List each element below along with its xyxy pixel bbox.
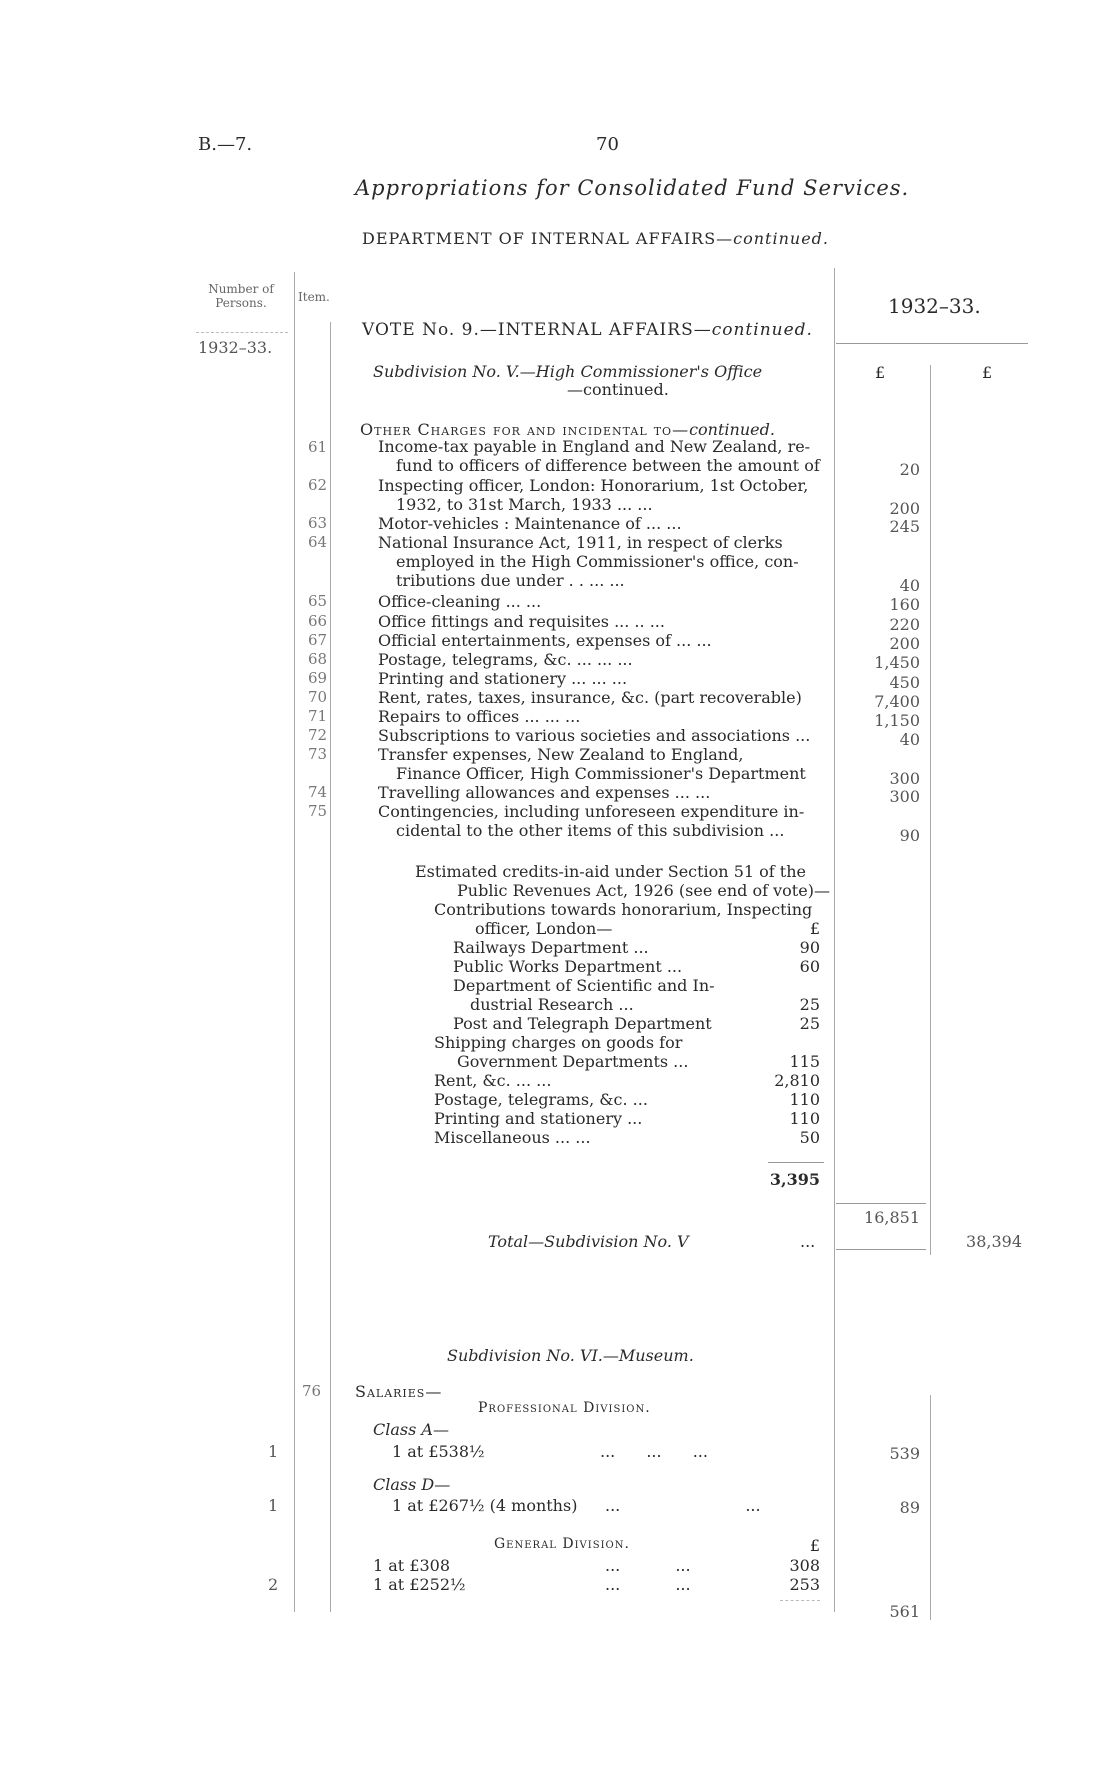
item-description: Printing and stationery ... ... ... (378, 669, 628, 688)
subtotal-v-col2: 38,394 (966, 1232, 1022, 1251)
item-amount: 200 (889, 499, 920, 518)
item-number: 69 (308, 669, 328, 687)
item-number: 71 (308, 707, 328, 725)
item-amount: 20 (899, 460, 920, 479)
document-reference: B.—7. (198, 134, 253, 155)
item-number: 74 (308, 783, 328, 801)
credit-row: Department of Scientific and In- (453, 976, 715, 995)
subdivision-v-continued: —continued. (567, 380, 669, 399)
class-a-row: 1 at £538½ (392, 1442, 485, 1461)
item-description: Rent, rates, taxes, insurance, &c. (part recoverable) (378, 688, 802, 707)
class-d-amount: 89 (899, 1498, 920, 1517)
item-amount: 40 (899, 576, 920, 595)
item-amount: 300 (889, 769, 920, 788)
credits-intro: Estimated credits-in-aid under Section 51 of the (415, 862, 806, 881)
credit-amount: 25 (799, 1014, 820, 1033)
item-number: 72 (308, 726, 328, 744)
general-total-rule (780, 1600, 820, 1601)
vote-title: VOTE No. 9.—INTERNAL AFFAIRS—continued. (362, 320, 813, 340)
inner-amount-rule (930, 365, 931, 1255)
persons-count: 1 (268, 1496, 279, 1515)
credit-amount: 50 (799, 1128, 820, 1147)
general-row: 1 at £252½ (373, 1575, 466, 1594)
credit-row: Miscellaneous ... ... (434, 1128, 591, 1147)
item-description: Official entertainments, expenses of ... ... (378, 631, 712, 650)
subtotal-underline (836, 1249, 926, 1250)
item-amount: 1,450 (874, 653, 920, 672)
item-number: 66 (308, 612, 328, 630)
item-number: 76 (302, 1382, 322, 1400)
credit-row: Postage, telegrams, &c. ... (434, 1090, 648, 1109)
item-number: 65 (308, 592, 328, 610)
item-amount: 40 (899, 730, 920, 749)
page-title: Appropriations for Consolidated Fund Services. (355, 176, 910, 200)
credit-row: Rent, &c. ... ... (434, 1071, 552, 1090)
general-amount: 308 (789, 1556, 820, 1575)
class-a-heading: Class A— (373, 1420, 449, 1439)
item-amount: 245 (889, 517, 920, 536)
item-number: 75 (308, 802, 328, 820)
general-pound-sign: £ (809, 1536, 820, 1555)
item-description: Finance Officer, High Commissioner's Department (396, 764, 806, 783)
salaries-heading: Salaries— (355, 1382, 443, 1401)
credits-pound-sign: £ (809, 919, 820, 938)
persons-count: 1 (268, 1442, 279, 1461)
item-description: Postage, telegrams, &c. ... ... ... (378, 650, 633, 669)
persons-count: 2 (268, 1575, 279, 1594)
item-column-rule (294, 272, 295, 1612)
item-description: National Insurance Act, 1911, in respect of clerks (378, 533, 783, 552)
item-description: employed in the High Commissioner's office, con- (396, 552, 799, 571)
class-d-row: 1 at £267½ (4 months) (392, 1496, 578, 1515)
credits-intro: Public Revenues Act, 1926 (see end of vote)— (457, 881, 830, 900)
item-description: Repairs to offices ... ... ... (378, 707, 581, 726)
item-number: 62 (308, 476, 328, 494)
credit-row: Public Works Department ... (453, 957, 683, 976)
professional-division-heading: Professional Division. (478, 1400, 651, 1416)
subtotal-rule (836, 1203, 926, 1204)
credit-row: Shipping charges on goods for (434, 1033, 683, 1052)
item-description: Office-cleaning ... ... (378, 592, 542, 611)
subdivision-v-heading: Subdivision No. V.—High Commissioner's Office (373, 362, 763, 381)
item-amount: 90 (899, 826, 920, 845)
credit-amount: 110 (789, 1090, 820, 1109)
item-number: 67 (308, 631, 328, 649)
subtotal-v-label: Total—Subdivision No. V (488, 1232, 689, 1251)
item-description: tributions due under . . ... ... (396, 571, 625, 590)
item-description: Inspecting officer, London: Honorarium, 1st October, (378, 476, 809, 495)
leader-dots: ... ... ... (600, 1442, 708, 1461)
credits-total: 3,395 (769, 1170, 820, 1189)
credit-amount: 60 (799, 957, 820, 976)
credit-amount: 2,810 (774, 1071, 820, 1090)
department-heading: DEPARTMENT OF INTERNAL AFFAIRS—continued. (362, 229, 830, 248)
amount-column-rule (834, 268, 835, 1612)
item-description: Travelling allowances and expenses ... ... (378, 783, 711, 802)
number-of-persons-header: Number of Persons. (208, 282, 274, 310)
class-a-amount: 539 (889, 1444, 920, 1463)
pound-sign-col1: £ (875, 363, 886, 382)
item-amount: 300 (889, 787, 920, 806)
item-description: Office fittings and requisites ... .. ... (378, 612, 665, 631)
credits-intro: Contributions towards honorarium, Inspecting (434, 900, 813, 919)
item-description: Subscriptions to various societies and associations ... (378, 726, 811, 745)
item-number: 64 (308, 533, 328, 551)
item-description: Income-tax payable in England and New Zealand, re- (378, 437, 811, 456)
credits-intro: officer, London— (475, 919, 613, 938)
item-number: 61 (308, 438, 328, 456)
class-d-heading: Class D— (373, 1475, 451, 1494)
credit-amount: 25 (799, 995, 820, 1014)
item-amount: 7,400 (874, 692, 920, 711)
inner-amount-rule-lower (930, 1395, 931, 1620)
subtotal-v-col1: 16,851 (864, 1208, 920, 1227)
credit-amount: 115 (789, 1052, 820, 1071)
item-description: cidental to the other items of this subdivision ... (396, 821, 785, 840)
credit-row: Post and Telegraph Department (453, 1014, 712, 1033)
credits-total-rule (768, 1162, 824, 1163)
leader-dots: ... ... (605, 1556, 691, 1575)
item-description: fund to officers of difference between the amount of (396, 456, 820, 475)
item-amount: 220 (889, 615, 920, 634)
general-row: 1 at £308 (373, 1556, 451, 1575)
item-column-header: Item. (298, 290, 330, 304)
credit-row: Printing and stationery ... (434, 1109, 643, 1128)
subtotal-v-dots: ... (800, 1232, 816, 1251)
credit-row: Railways Department ... (453, 938, 649, 957)
leader-dots: ... ... (605, 1575, 691, 1594)
leader-dots: ... ... (605, 1496, 761, 1515)
general-amount: 253 (789, 1575, 820, 1594)
item-amount: 160 (889, 595, 920, 614)
pound-sign-col2: £ (982, 363, 993, 382)
general-division-total: 561 (889, 1602, 920, 1621)
item-description: Contingencies, including unforeseen expenditure in- (378, 802, 805, 821)
item-number: 73 (308, 745, 328, 763)
item-number: 63 (308, 514, 328, 532)
header-rule-right (836, 343, 1028, 344)
credit-amount: 110 (789, 1109, 820, 1128)
general-division-heading: General Division. (494, 1536, 630, 1552)
item-description: Motor-vehicles : Maintenance of ... ... (378, 514, 682, 533)
item-description: Transfer expenses, New Zealand to England, (378, 745, 744, 764)
item-amount: 1,150 (874, 711, 920, 730)
item-number: 68 (308, 650, 328, 668)
item-description: 1932, to 31st March, 1933 ... ... (396, 495, 653, 514)
other-charges-heading: Other Charges for and incidental to—continued. (360, 420, 775, 439)
item-amount: 450 (889, 673, 920, 692)
credit-amount: 90 (799, 938, 820, 957)
header-rule-left (196, 332, 288, 333)
description-column-rule (330, 322, 331, 1612)
page-number: 70 (596, 134, 619, 155)
item-amount: 200 (889, 634, 920, 653)
item-number: 70 (308, 688, 328, 706)
persons-year-label: 1932–33. (198, 338, 273, 357)
subdivision-vi-heading: Subdivision No. VI.—Museum. (447, 1346, 694, 1365)
amount-year-header: 1932–33. (888, 294, 981, 318)
credit-row: Government Departments ... (457, 1052, 689, 1071)
credit-row: dustrial Research ... (470, 995, 634, 1014)
